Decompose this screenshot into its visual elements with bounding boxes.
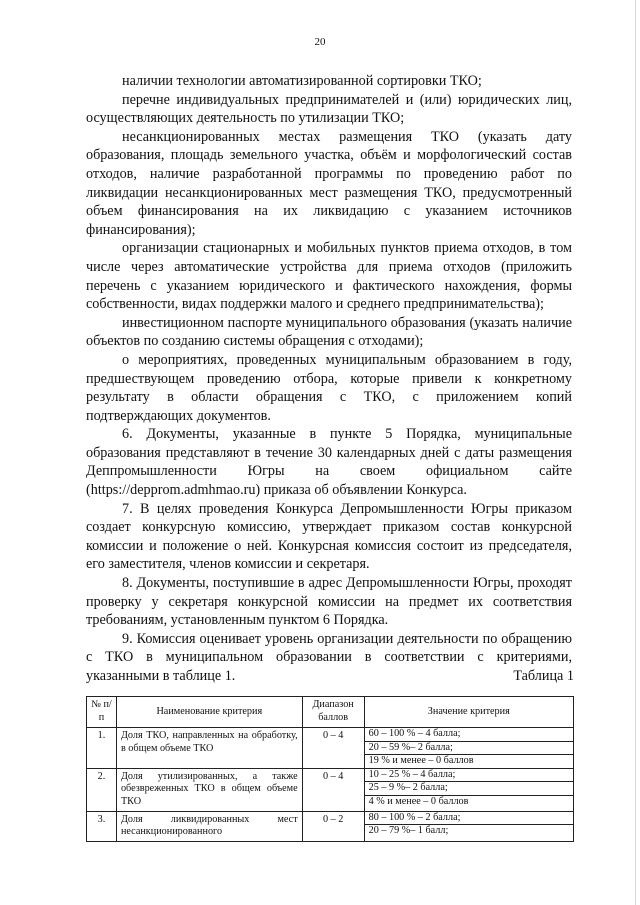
criterion-value-line: 25 – 9 %– 2 балла;: [365, 782, 573, 796]
paragraph-item-6: 6. Документы, указанные в пункте 5 Порядка, муниципальные образования представляют в течение 30 календарных дней с даты размещения Деппромышленности Югры на своем официальном сайте (https://depprom.admhmao.ru) приказа об объявлении Конкурса.: [86, 426, 572, 499]
header-score-range: Диапазон баллов: [302, 697, 364, 728]
header-criterion-value: Значение критерия: [364, 697, 573, 728]
criterion-name: Доля утилизированных, а также обезвреженных ТКО в общем объеме ТКО: [116, 768, 302, 811]
criteria-table: [86, 696, 574, 842]
paragraph: несанкционированных местах размещения ТКО (указать дату образования, площадь земельного участка, объём и морфологический состав отходов, наличие разработанной программы по проведению работ по ликвидации несанкционированных мест размещения ТКО, предусмотренный объем финансирования на их ликвидацию с указанием источников финансирования);: [86, 128, 572, 238]
criterion-values: [364, 768, 573, 811]
criterion-values: [364, 728, 573, 769]
table-row: [87, 811, 574, 841]
score-range: 0 – 4: [302, 728, 364, 769]
table-row: [87, 768, 574, 811]
body-text: [86, 72, 572, 686]
criterion-value-line: 19 % и менее – 0 баллов: [368, 755, 474, 767]
criterion-value-line: 4 % и менее – 0 баллов: [368, 795, 469, 807]
scan-edge-line: [635, 0, 636, 905]
row-number: 2.: [87, 768, 117, 811]
table-header-row: [87, 697, 574, 728]
paragraph: о мероприятиях, проведенных муниципальным образованием в году, предшествующем проведению отбора, которые привели к конкретному результату в области обращения с ТКО, с приложением копий подтверждающих документов.: [86, 351, 572, 424]
score-range: 0 – 4: [302, 768, 364, 811]
header-number: № п/п: [87, 697, 117, 728]
page-number: 20: [314, 36, 326, 48]
criterion-value-line: 10 – 25 % – 4 балла;: [365, 769, 573, 783]
criterion-name: Доля ликвидированных мест несанкционированного: [116, 811, 302, 841]
paragraph-item-9: 9. Комиссия оценивает уровень организации деятельности по обращению с ТКО в муниципальном образовании в соответствии с критериями, указанными в таблице 1.: [86, 630, 572, 684]
paragraph: организации стационарных и мобильных пунктов приема отходов, в том числе через автоматические устройства для приема отходов (приложить перечень с указанием юридического и фактического нахождения, формы собственности, видах поддержки малого и среднего предпринимательства);: [86, 240, 572, 313]
criterion-value-line: 60 – 100 % – 4 балла;: [365, 728, 573, 742]
paragraph-item-8: 8. Документы, поступившие в адрес Депромышленности Югры, проходят проверку у секретаря конкурсной комиссии на предмет их соответствия требованиям, установленным пунктом 6 Порядка.: [86, 575, 572, 629]
row-number: 1.: [87, 728, 117, 769]
row-number: 3.: [87, 811, 117, 841]
table-caption: Таблица 1: [513, 668, 574, 684]
paragraph: наличии технологии автоматизированной сортировки ТКО;: [122, 73, 482, 89]
criterion-value-line: 20 – 59 %– 2 балла;: [365, 742, 573, 756]
criterion-values: [364, 811, 573, 841]
score-range: 0 – 2: [302, 811, 364, 841]
paragraph: перечне индивидуальных предпринимателей и (или) юридических лиц, осуществляющих деятельность по утилизации ТКО;: [86, 91, 572, 127]
header-criterion-name: Наименование критерия: [116, 697, 302, 728]
criterion-value-line: 20 – 79 %– 1 балл;: [368, 825, 449, 837]
paragraph: инвестиционном паспорте муниципального образования (указать наличие объектов по созданию системы обращения с отходами);: [86, 314, 572, 350]
table-row: [87, 728, 574, 769]
criterion-value-line: 80 – 100 % – 2 балла;: [365, 812, 573, 826]
paragraph-item-7: 7. В целях проведения Конкурса Депромышленности Югры приказом создает конкурсную комиссию, утверждает приказом состав конкурсной комиссии и положение о ней. Конкурсная комиссия состоит из председателя, его заместителя, членов комиссии и секретаря.: [86, 500, 572, 573]
criterion-name: Доля ТКО, направленных на обработку, в общем объеме ТКО: [116, 728, 302, 769]
